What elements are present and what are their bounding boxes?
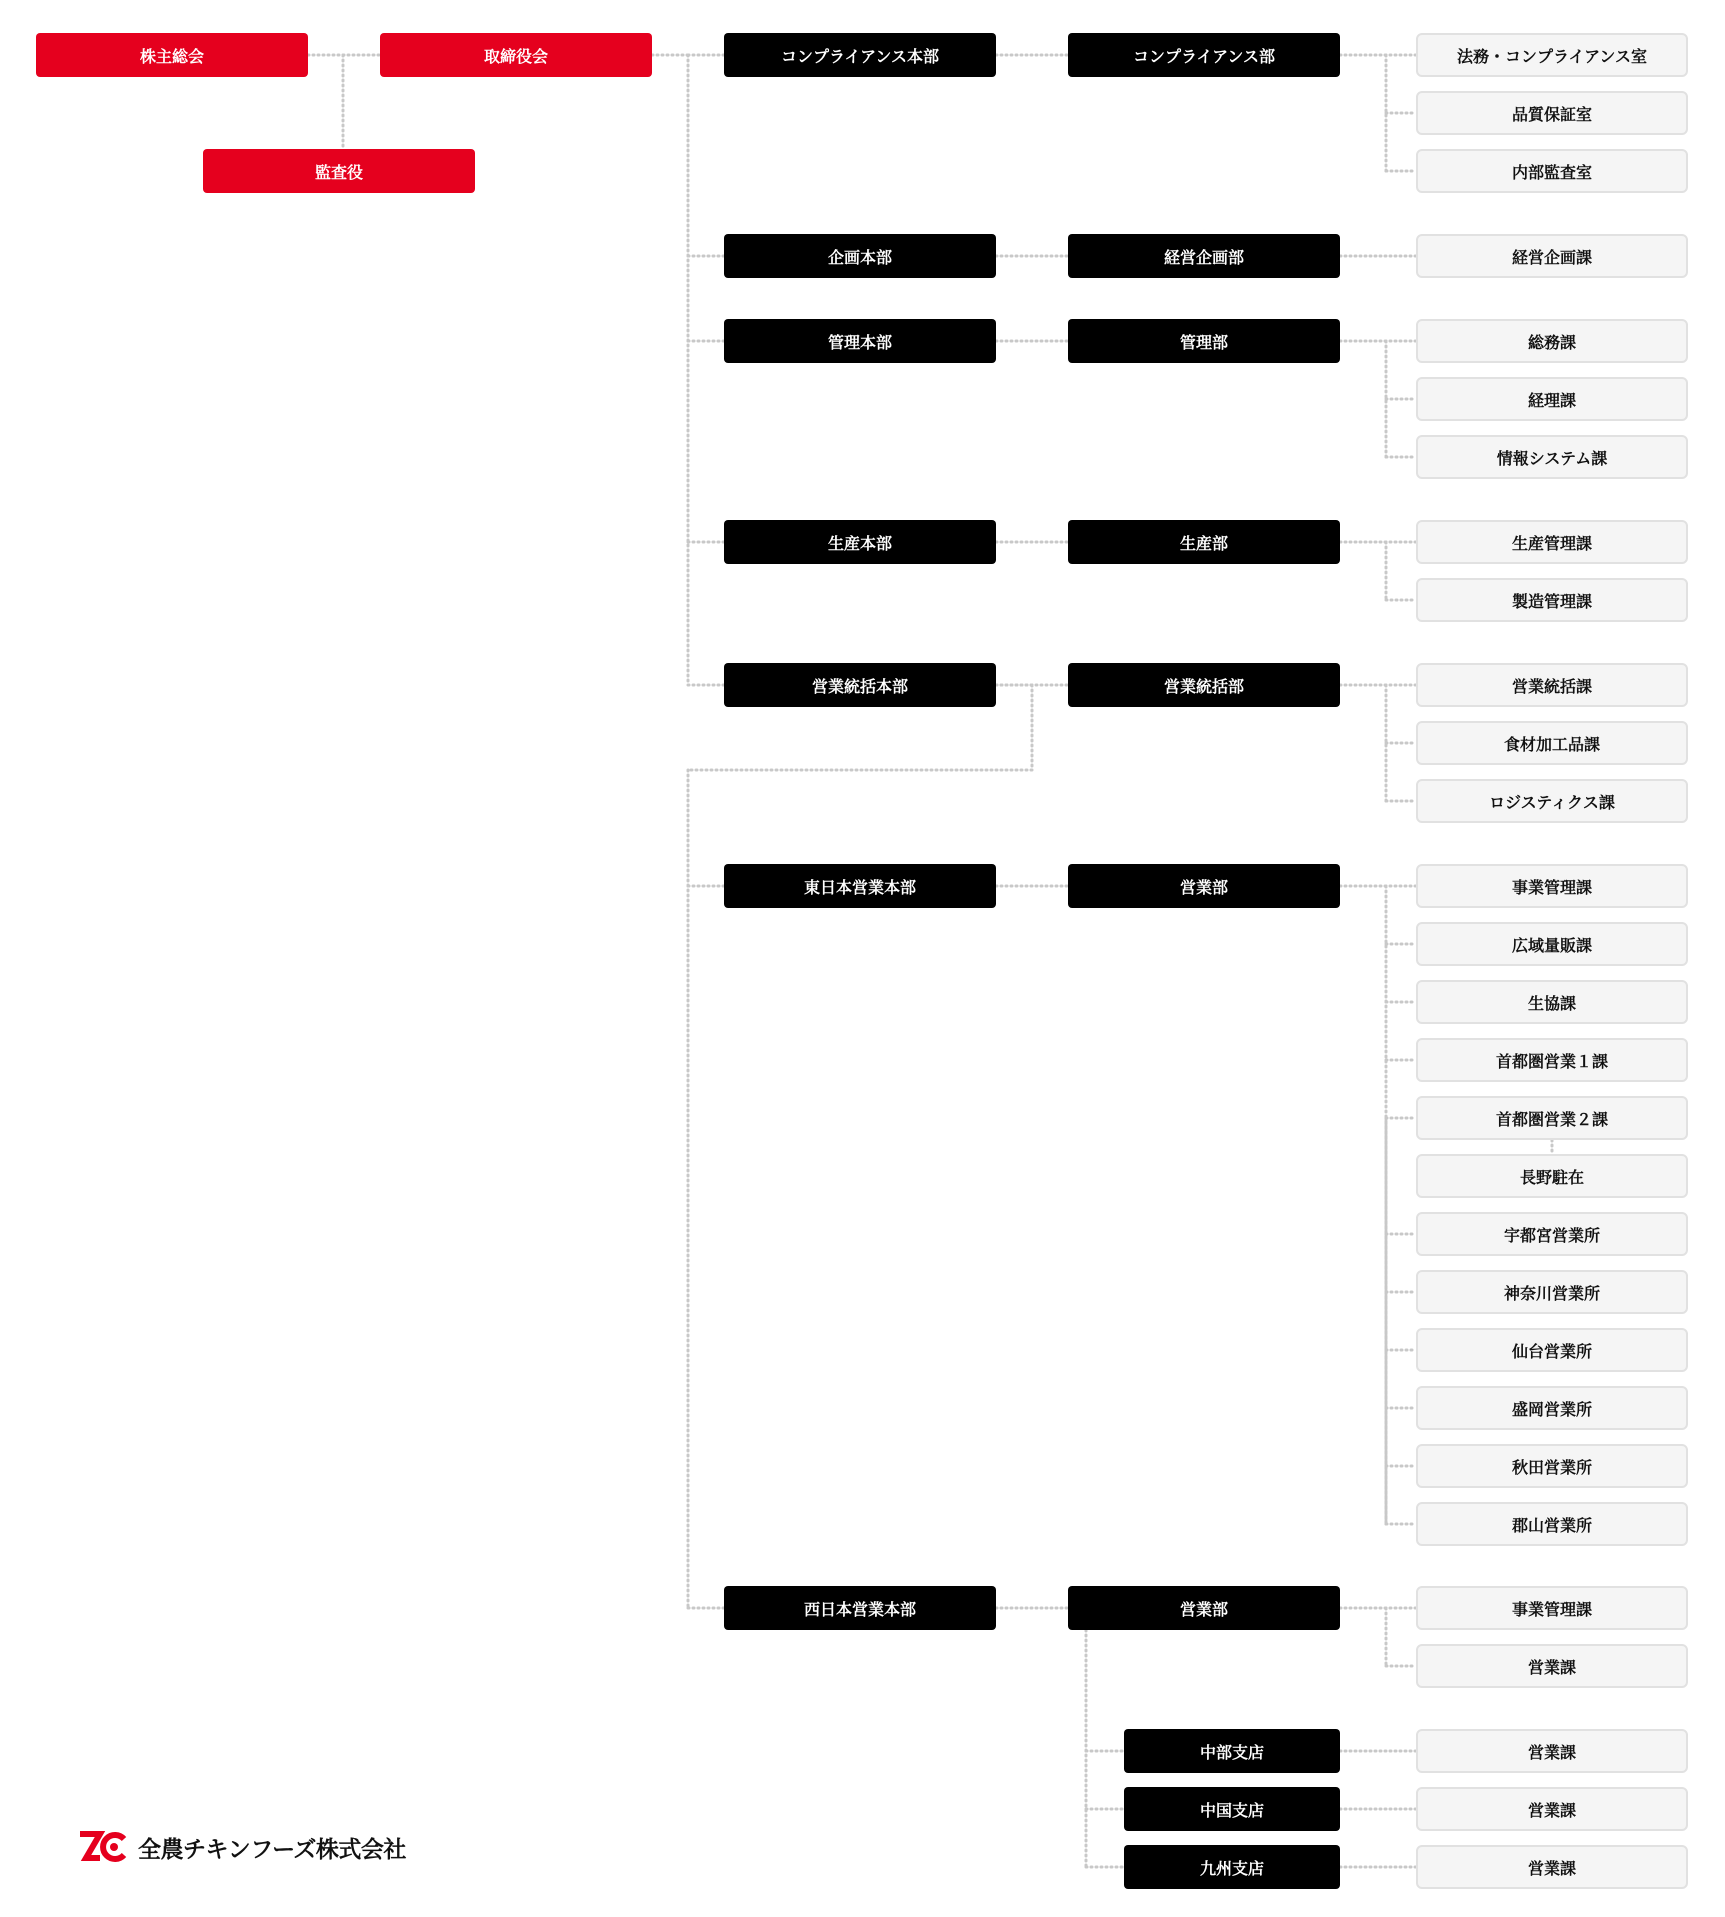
company-name: 全農チキンフーズ株式会社 xyxy=(138,1836,406,1863)
company-logo xyxy=(78,1830,406,1864)
org-node-east-hq[interactable]: 東日本営業本部 xyxy=(724,864,996,908)
org-node-general[interactable]: 総務課 xyxy=(1416,319,1688,363)
org-node-e-metro2[interactable]: 首都圏営業２課 xyxy=(1416,1096,1688,1140)
org-node-prod-hq[interactable]: 生産本部 xyxy=(724,520,996,564)
org-node-plan-hq[interactable]: 企画本部 xyxy=(724,234,996,278)
org-node-chugoku[interactable]: 中国支店 xyxy=(1124,1787,1340,1831)
org-node-chubu[interactable]: 中部支店 xyxy=(1124,1729,1340,1773)
org-node-plan-sec[interactable]: 経営企画課 xyxy=(1416,234,1688,278)
org-node-accounting[interactable]: 経理課 xyxy=(1416,377,1688,421)
org-node-e-koriyama[interactable]: 郡山営業所 xyxy=(1416,1502,1688,1546)
org-node-audit[interactable]: 内部監査室 xyxy=(1416,149,1688,193)
org-node-sales-hq[interactable]: 営業統括本部 xyxy=(724,663,996,707)
org-node-it[interactable]: 情報システム課 xyxy=(1416,435,1688,479)
org-node-e-wide[interactable]: 広域量販課 xyxy=(1416,922,1688,966)
org-node-kyushu-sales[interactable]: 営業課 xyxy=(1416,1845,1688,1889)
org-node-qa[interactable]: 品質保証室 xyxy=(1416,91,1688,135)
org-node-prod-mgmt[interactable]: 生産管理課 xyxy=(1416,520,1688,564)
org-node-e-kanagawa[interactable]: 神奈川営業所 xyxy=(1416,1270,1688,1314)
org-node-auditor[interactable]: 監査役 xyxy=(203,149,475,193)
org-node-e-sendai[interactable]: 仙台営業所 xyxy=(1416,1328,1688,1372)
org-node-plan-dept[interactable]: 経営企画部 xyxy=(1068,234,1340,278)
org-node-e-morioka[interactable]: 盛岡営業所 xyxy=(1416,1386,1688,1430)
org-node-comp-hq[interactable]: コンプライアンス本部 xyxy=(724,33,996,77)
org-node-board[interactable]: 取締役会 xyxy=(380,33,652,77)
org-node-west-dept[interactable]: 営業部 xyxy=(1068,1586,1340,1630)
org-node-prod-dept[interactable]: 生産部 xyxy=(1068,520,1340,564)
org-node-shareholders[interactable]: 株主総会 xyxy=(36,33,308,77)
org-node-legal[interactable]: 法務・コンプライアンス室 xyxy=(1416,33,1688,77)
org-node-west-hq[interactable]: 西日本営業本部 xyxy=(724,1586,996,1630)
org-node-e-metro1[interactable]: 首都圏営業１課 xyxy=(1416,1038,1688,1082)
org-node-comp-dept[interactable]: コンプライアンス部 xyxy=(1068,33,1340,77)
org-node-w-sales[interactable]: 営業課 xyxy=(1416,1644,1688,1688)
zc-logo-icon xyxy=(78,1830,130,1864)
org-node-sales-sec[interactable]: 営業統括課 xyxy=(1416,663,1688,707)
org-node-logistics[interactable]: ロジスティクス課 xyxy=(1416,779,1688,823)
org-node-e-nagano[interactable]: 長野駐在 xyxy=(1416,1154,1688,1198)
org-node-chubu-sales[interactable]: 営業課 xyxy=(1416,1729,1688,1773)
org-node-food[interactable]: 食材加工品課 xyxy=(1416,721,1688,765)
org-node-kyushu[interactable]: 九州支店 xyxy=(1124,1845,1340,1889)
org-node-east-dept[interactable]: 営業部 xyxy=(1068,864,1340,908)
org-node-mgmt-dept[interactable]: 管理部 xyxy=(1068,319,1340,363)
org-node-e-akita[interactable]: 秋田営業所 xyxy=(1416,1444,1688,1488)
org-node-e-biz[interactable]: 事業管理課 xyxy=(1416,864,1688,908)
org-node-mfg-mgmt[interactable]: 製造管理課 xyxy=(1416,578,1688,622)
org-node-e-coop[interactable]: 生協課 xyxy=(1416,980,1688,1024)
org-node-chugoku-sales[interactable]: 営業課 xyxy=(1416,1787,1688,1831)
org-node-w-biz[interactable]: 事業管理課 xyxy=(1416,1586,1688,1630)
org-node-e-utsunomiya[interactable]: 宇都宮営業所 xyxy=(1416,1212,1688,1256)
org-node-mgmt-hq[interactable]: 管理本部 xyxy=(724,319,996,363)
org-node-sales-dept[interactable]: 営業統括部 xyxy=(1068,663,1340,707)
